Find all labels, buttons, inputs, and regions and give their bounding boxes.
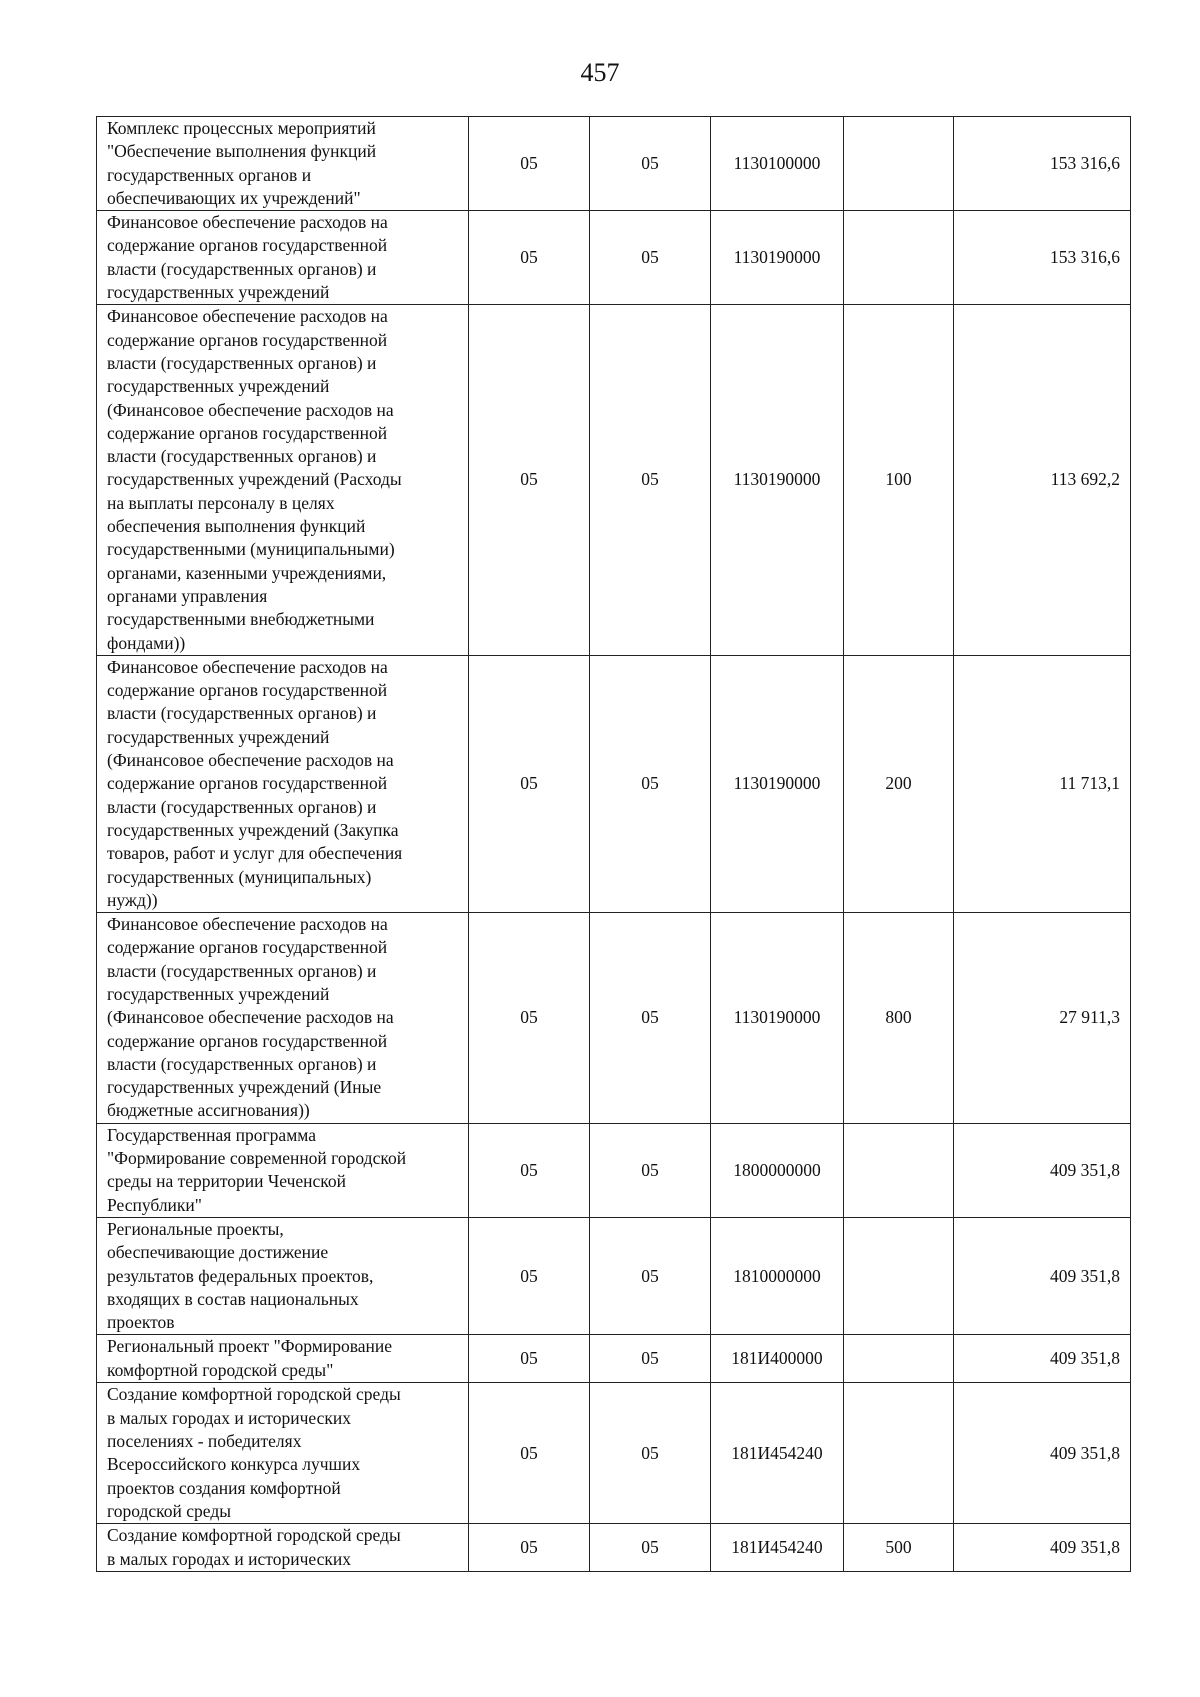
subsection-cell: 05 [590, 1123, 711, 1217]
amount-cell: 27 911,3 [954, 913, 1131, 1124]
section-cell: 05 [469, 1383, 590, 1524]
target-article-cell: 1130190000 [711, 211, 844, 305]
table-row [97, 305, 1131, 655]
amount-cell: 113 692,2 [954, 305, 1131, 655]
amount-cell: 409 351,8 [954, 1524, 1131, 1572]
expense-type-cell [844, 1217, 954, 1334]
subsection-cell: 05 [590, 1524, 711, 1572]
section-cell: 05 [469, 305, 590, 655]
row-name-cell: Региональные проекты, обеспечивающие достижение результатов федеральных проектов, входящих в состав национальных проектов [97, 1217, 469, 1334]
target-article-cell: 1810000000 [711, 1217, 844, 1334]
amount-cell: 409 351,8 [954, 1217, 1131, 1334]
row-name-cell: Государственная программа "Формирование современной городской среды на территории Чеченской Республики" [97, 1123, 469, 1217]
target-article-cell: 181И400000 [711, 1335, 844, 1383]
row-name-cell: Финансовое обеспечение расходов на содержание органов государственной власти (государственных органов) и государственных учреждений (Финансовое обеспечение расходов на содержание органов государственной власти (государственных органов) и государственных учреждений (Иные бюджетные ассигнования)) [97, 913, 469, 1124]
expense-type-cell: 800 [844, 913, 954, 1124]
target-article-cell: 181И454240 [711, 1383, 844, 1524]
target-article-cell: 1130190000 [711, 655, 844, 912]
table-row [97, 211, 1131, 305]
section-cell: 05 [469, 1217, 590, 1334]
table-row [97, 655, 1131, 912]
expense-type-cell: 100 [844, 305, 954, 655]
row-name-cell: Комплекс процессных мероприятий "Обеспечение выполнения функций государственных органов и обеспечивающих их учреждений" [97, 117, 469, 211]
amount-cell: 153 316,6 [954, 117, 1131, 211]
subsection-cell: 05 [590, 1217, 711, 1334]
target-article-cell: 181И454240 [711, 1524, 844, 1572]
expense-type-cell [844, 1335, 954, 1383]
subsection-cell: 05 [590, 655, 711, 912]
amount-cell: 409 351,8 [954, 1123, 1131, 1217]
table-row [97, 1383, 1131, 1524]
row-name-cell: Создание комфортной городской среды в малых городах и исторических [97, 1524, 469, 1572]
target-article-cell: 1130190000 [711, 913, 844, 1124]
row-name-cell: Финансовое обеспечение расходов на содержание органов государственной власти (государственных органов) и государственных учреждений [97, 211, 469, 305]
expense-type-cell [844, 1383, 954, 1524]
table-row [97, 117, 1131, 211]
section-cell: 05 [469, 211, 590, 305]
target-article-cell: 1130190000 [711, 305, 844, 655]
budget-table [96, 116, 1131, 1572]
expense-type-cell [844, 211, 954, 305]
section-cell: 05 [469, 913, 590, 1124]
subsection-cell: 05 [590, 211, 711, 305]
expense-type-cell: 500 [844, 1524, 954, 1572]
table-row [97, 913, 1131, 1124]
subsection-cell: 05 [590, 1335, 711, 1383]
table-row [97, 1123, 1131, 1217]
table-row [97, 1524, 1131, 1572]
section-cell: 05 [469, 655, 590, 912]
target-article-cell: 1130100000 [711, 117, 844, 211]
target-article-cell: 1800000000 [711, 1123, 844, 1217]
row-name-cell: Финансовое обеспечение расходов на содержание органов государственной власти (государственных органов) и государственных учреждений (Финансовое обеспечение расходов на содержание органов государственной власти (государственных органов) и государственных учреждений (Расходы на выплаты персоналу в целях обеспечения выполнения функций государственными (муниципальными) органами, казенными учреждениями, органами управления государственными внебюджетными фондами)) [97, 305, 469, 655]
page-number: 457 [580, 58, 620, 87]
expense-type-cell: 200 [844, 655, 954, 912]
amount-cell: 409 351,8 [954, 1335, 1131, 1383]
amount-cell: 11 713,1 [954, 655, 1131, 912]
expense-type-cell [844, 1123, 954, 1217]
subsection-cell: 05 [590, 913, 711, 1124]
row-name-cell: Финансовое обеспечение расходов на содержание органов государственной власти (государственных органов) и государственных учреждений (Финансовое обеспечение расходов на содержание органов государственной власти (государственных органов) и государственных учреждений (Закупка товаров, работ и услуг для обеспечения государственных (муниципальных) нужд)) [97, 655, 469, 912]
table-row [97, 1217, 1131, 1334]
expense-type-cell [844, 117, 954, 211]
amount-cell: 409 351,8 [954, 1383, 1131, 1524]
table-row [97, 1335, 1131, 1383]
section-cell: 05 [469, 1123, 590, 1217]
amount-cell: 153 316,6 [954, 211, 1131, 305]
subsection-cell: 05 [590, 305, 711, 655]
row-name-cell: Региональный проект "Формирование комфортной городской среды" [97, 1335, 469, 1383]
subsection-cell: 05 [590, 117, 711, 211]
section-cell: 05 [469, 1335, 590, 1383]
section-cell: 05 [469, 117, 590, 211]
row-name-cell: Создание комфортной городской среды в малых городах и исторических поселениях - победителях Всероссийского конкурса лучших проектов создания комфортной городской среды [97, 1383, 469, 1524]
section-cell: 05 [469, 1524, 590, 1572]
subsection-cell: 05 [590, 1383, 711, 1524]
